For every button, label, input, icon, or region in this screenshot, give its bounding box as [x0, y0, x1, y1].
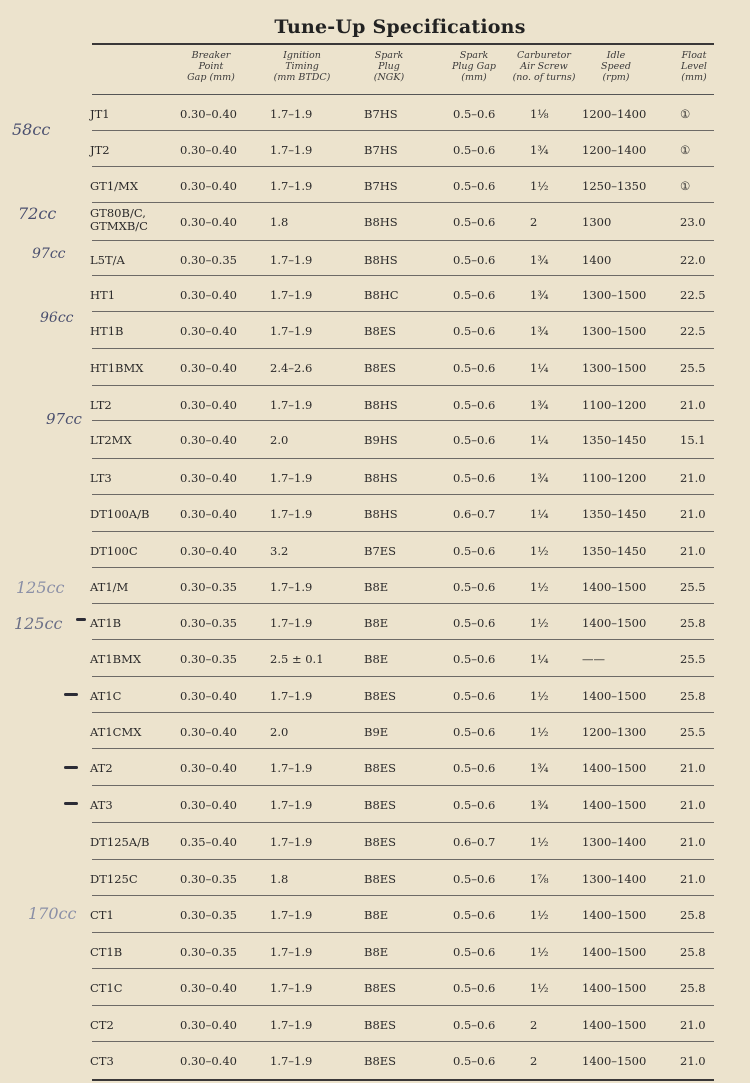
handwritten-note: 58cc — [12, 120, 51, 139]
cell-air: 2 — [530, 1018, 538, 1032]
cell-idle: —— — [582, 652, 605, 666]
cell-spark-gap: 0.5–0.6 — [453, 471, 496, 485]
cell-timing: 1.7–1.9 — [270, 507, 313, 521]
cell-plug: B8ES — [364, 981, 397, 995]
cell-float: ① — [680, 107, 691, 121]
cell-model: AT1B — [90, 616, 122, 630]
cell-air: 1¾ — [530, 143, 549, 157]
cell-gap: 0.30–0.40 — [180, 324, 237, 338]
cell-model: AT2 — [90, 761, 113, 775]
cell-air: 1½ — [530, 981, 549, 995]
cell-model: L5T/A — [90, 253, 125, 267]
header-line: Point — [198, 61, 224, 72]
cell-plug: B7HS — [364, 179, 398, 193]
cell-plug: B8ES — [364, 761, 397, 775]
table-row — [0, 604, 750, 640]
handwritten-note: 96cc — [40, 310, 74, 326]
table-row — [0, 896, 750, 933]
cell-timing: 1.7–1.9 — [270, 908, 313, 922]
cell-timing: 3.2 — [270, 544, 289, 558]
header-line: (no. of turns) — [512, 72, 576, 83]
cell-timing: 2.5 ± 0.1 — [270, 652, 324, 666]
cell-float: 21.0 — [680, 761, 706, 775]
cell-plug: B8ES — [364, 798, 397, 812]
cell-float: 23.0 — [680, 215, 706, 229]
handwritten-dash — [64, 766, 78, 769]
table-row — [0, 1042, 750, 1079]
cell-idle: 1400–1500 — [582, 798, 647, 812]
cell-gap: 0.30–0.40 — [180, 761, 237, 775]
cell-model: DT100A/B — [90, 507, 150, 521]
cell-air: 1½ — [530, 689, 549, 703]
cell-idle: 1200–1400 — [582, 143, 647, 157]
cell-spark-gap: 0.5–0.6 — [453, 725, 496, 739]
cell-plug: B7ES — [364, 544, 397, 558]
table-row — [0, 349, 750, 386]
cell-gap: 0.30–0.40 — [180, 433, 237, 447]
cell-spark-gap: 0.5–0.6 — [453, 143, 496, 157]
cell-plug: B8HC — [364, 288, 399, 302]
cell-timing: 2.4–2.6 — [270, 361, 313, 375]
cell-air: 1½ — [530, 835, 549, 849]
cell-air: 1½ — [530, 908, 549, 922]
cell-gap: 0.30–0.40 — [180, 361, 237, 375]
cell-idle: 1200–1400 — [582, 107, 647, 121]
cell-plug: B8ES — [364, 1054, 397, 1068]
cell-plug: B8HS — [364, 215, 398, 229]
cell-air: 1¾ — [530, 398, 549, 412]
table-row — [0, 203, 750, 241]
cell-idle: 1300–1400 — [582, 835, 647, 849]
header-line: Speed — [601, 61, 631, 72]
cell-plug: B8E — [364, 652, 389, 666]
cell-spark-gap: 0.5–0.6 — [453, 689, 496, 703]
cell-plug: B8ES — [364, 689, 397, 703]
cell-plug: B8HS — [364, 253, 398, 267]
cell-gap: 0.30–0.40 — [180, 107, 237, 121]
cell-plug: B8HS — [364, 398, 398, 412]
cell-gap: 0.30–0.35 — [180, 872, 237, 886]
cell-air: 1½ — [530, 544, 549, 558]
cell-plug: B7HS — [364, 107, 398, 121]
header-line: (NGK) — [373, 72, 405, 83]
table-row — [0, 276, 750, 312]
cell-float: 22.0 — [680, 253, 706, 267]
cell-plug: B9HS — [364, 433, 398, 447]
cell-model: AT3 — [90, 798, 113, 812]
cell-spark-gap: 0.5–0.6 — [453, 398, 496, 412]
cell-timing: 1.7–1.9 — [270, 945, 313, 959]
cell-timing: 1.7–1.9 — [270, 798, 313, 812]
cell-gap: 0.30–0.40 — [180, 981, 237, 995]
cell-plug: B7HS — [364, 143, 398, 157]
header-spark-plug — [358, 50, 420, 83]
cell-float: 25.5 — [680, 580, 706, 594]
cell-model: GT1/MX — [90, 179, 139, 193]
cell-model: CT2 — [90, 1018, 114, 1032]
table-row — [0, 860, 750, 896]
table-row — [0, 1006, 750, 1042]
cell-idle: 1300–1500 — [582, 324, 647, 338]
cell-spark-gap: 0.5–0.6 — [453, 215, 496, 229]
table-row — [0, 532, 750, 568]
cell-gap: 0.30–0.40 — [180, 215, 237, 229]
cell-plug: B8ES — [364, 1018, 397, 1032]
cell-gap: 0.35–0.40 — [180, 835, 237, 849]
cell-model: HT1B — [90, 324, 124, 338]
cell-idle: 1400 — [582, 253, 612, 267]
cell-air: 1¾ — [530, 798, 549, 812]
cell-air: 1½ — [530, 725, 549, 739]
cell-gap: 0.30–0.40 — [180, 507, 237, 521]
cell-timing: 1.7–1.9 — [270, 835, 313, 849]
cell-model: AT1CMX — [90, 725, 142, 739]
cell-timing: 1.7–1.9 — [270, 1018, 313, 1032]
cell-float: 25.8 — [680, 616, 706, 630]
cell-timing: 1.7–1.9 — [270, 288, 313, 302]
cell-timing: 1.7–1.9 — [270, 471, 313, 485]
cell-air: 1½ — [530, 616, 549, 630]
cell-air: 1⅛ — [530, 107, 549, 121]
cell-gap: 0.30–0.35 — [180, 652, 237, 666]
cell-float: 21.0 — [680, 544, 706, 558]
table-row — [0, 95, 750, 131]
cell-spark-gap: 0.5–0.6 — [453, 798, 496, 812]
cell-spark-gap: 0.5–0.6 — [453, 107, 496, 121]
cell-float: ① — [680, 179, 691, 193]
cell-model: AT1/M — [90, 580, 129, 594]
cell-model: LT2 — [90, 398, 112, 412]
cell-idle: 1300–1400 — [582, 872, 647, 886]
cell-float: 21.0 — [680, 471, 706, 485]
table-row — [0, 933, 750, 969]
cell-gap: 0.30–0.35 — [180, 908, 237, 922]
cell-gap: 0.30–0.40 — [180, 471, 237, 485]
cell-air: 1½ — [530, 179, 549, 193]
cell-spark-gap: 0.5–0.6 — [453, 580, 496, 594]
cell-gap: 0.30–0.40 — [180, 398, 237, 412]
cell-air: 2 — [530, 215, 538, 229]
cell-plug: B8E — [364, 908, 389, 922]
table-row — [0, 749, 750, 786]
header-line: Ignition — [283, 50, 321, 61]
handwritten-note: 170cc — [28, 904, 77, 923]
cell-gap: 0.30–0.40 — [180, 1018, 237, 1032]
cell-idle: 1100–1200 — [582, 471, 647, 485]
cell-timing: 1.7–1.9 — [270, 580, 313, 594]
cell-float: 21.0 — [680, 1018, 706, 1032]
header-line: Level — [681, 61, 707, 72]
handwritten-note: 125cc — [14, 614, 63, 633]
header-line: (mm BTDC) — [273, 72, 331, 83]
cell-float: 25.5 — [680, 725, 706, 739]
cell-plug: B8E — [364, 580, 389, 594]
cell-model: DT100C — [90, 544, 138, 558]
handwritten-dash — [76, 618, 86, 621]
cell-idle: 1400–1500 — [582, 580, 647, 594]
handwritten-dash — [64, 693, 78, 696]
table-row — [0, 241, 750, 276]
cell-air: 1¾ — [530, 253, 549, 267]
header-ignition-timing — [262, 50, 342, 83]
cell-idle: 1400–1500 — [582, 908, 647, 922]
header-line: Breaker — [191, 50, 231, 61]
cell-spark-gap: 0.6–0.7 — [453, 835, 496, 849]
cell-float: 25.8 — [680, 981, 706, 995]
cell-timing: 1.7–1.9 — [270, 398, 313, 412]
cell-spark-gap: 0.5–0.6 — [453, 288, 496, 302]
cell-gap: 0.30–0.35 — [180, 616, 237, 630]
cell-spark-gap: 0.5–0.6 — [453, 908, 496, 922]
cell-float: 22.5 — [680, 288, 706, 302]
cell-model: CT1 — [90, 908, 114, 922]
table-row — [0, 823, 750, 860]
cell-float: 25.8 — [680, 908, 706, 922]
cell-idle: 1300–1500 — [582, 288, 647, 302]
cell-idle: 1400–1500 — [582, 945, 647, 959]
cell-spark-gap: 0.5–0.6 — [453, 872, 496, 886]
cell-idle: 1300 — [582, 215, 612, 229]
header-breaker-gap — [172, 50, 250, 83]
handwritten-note: 125cc — [16, 578, 65, 597]
cell-gap: 0.30–0.40 — [180, 288, 237, 302]
cell-gap: 0.30–0.35 — [180, 945, 237, 959]
cell-timing: 2.0 — [270, 725, 289, 739]
page-title: Tune-Up Specifications — [274, 16, 526, 38]
cell-air: 1¾ — [530, 471, 549, 485]
table-row — [0, 713, 750, 749]
handwritten-note: 72cc — [18, 204, 57, 223]
cell-model: HT1 — [90, 288, 116, 302]
header-line: Float — [681, 50, 707, 61]
cell-idle: 1300–1500 — [582, 361, 647, 375]
cell-timing: 1.7–1.9 — [270, 981, 313, 995]
cell-idle: 1250–1350 — [582, 179, 647, 193]
cell-timing: 1.7–1.9 — [270, 616, 313, 630]
cell-air: 1½ — [530, 580, 549, 594]
header-line: (mm) — [461, 72, 487, 83]
cell-model: JT2 — [90, 143, 110, 157]
cell-spark-gap: 0.5–0.6 — [453, 652, 496, 666]
cell-timing: 1.7–1.9 — [270, 179, 313, 193]
cell-gap: 0.30–0.40 — [180, 544, 237, 558]
cell-float: 25.5 — [680, 652, 706, 666]
header-line: Timing — [285, 61, 319, 72]
cell-model: CT3 — [90, 1054, 114, 1068]
cell-model: DT125C — [90, 872, 138, 886]
cell-spark-gap: 0.5–0.6 — [453, 544, 496, 558]
cell-plug: B8E — [364, 616, 389, 630]
header-line: Plug — [378, 61, 400, 72]
cell-gap: 0.30–0.40 — [180, 689, 237, 703]
cell-idle: 1400–1500 — [582, 689, 647, 703]
table-row — [0, 167, 750, 203]
cell-model: DT125A/B — [90, 835, 150, 849]
table-row — [0, 969, 750, 1006]
cell-idle: 1200–1300 — [582, 725, 647, 739]
cell-spark-gap: 0.5–0.6 — [453, 1054, 496, 1068]
cell-idle: 1400–1500 — [582, 616, 647, 630]
cell-float: 21.0 — [680, 835, 706, 849]
cell-float: 21.0 — [680, 1054, 706, 1068]
cell-float: ① — [680, 143, 691, 157]
cell-spark-gap: 0.5–0.6 — [453, 616, 496, 630]
cell-float: 25.8 — [680, 689, 706, 703]
cell-plug: B8HS — [364, 471, 398, 485]
cell-plug: B8E — [364, 945, 389, 959]
table-row — [0, 495, 750, 532]
cell-gap: 0.30–0.40 — [180, 1054, 237, 1068]
cell-spark-gap: 0.5–0.6 — [453, 761, 496, 775]
cell-timing: 1.8 — [270, 872, 289, 886]
cell-idle: 1350–1450 — [582, 433, 647, 447]
table-row — [0, 459, 750, 495]
cell-timing: 1.7–1.9 — [270, 253, 313, 267]
cell-spark-gap: 0.5–0.6 — [453, 324, 496, 338]
cell-model: HT1BMX — [90, 361, 144, 375]
header-line: Plug Gap — [452, 61, 496, 72]
cell-spark-gap: 0.5–0.6 — [453, 253, 496, 267]
cell-idle: 1350–1450 — [582, 544, 647, 558]
cell-air: 1¾ — [530, 761, 549, 775]
handwritten-dash — [64, 802, 78, 805]
cell-idle: 1100–1200 — [582, 398, 647, 412]
header-idle-speed — [586, 50, 646, 83]
cell-model: AT1C — [90, 689, 122, 703]
cell-timing: 1.7–1.9 — [270, 107, 313, 121]
cell-air: 1¼ — [530, 361, 549, 375]
cell-plug: B8ES — [364, 324, 397, 338]
handwritten-note: 97cc — [46, 410, 82, 428]
cell-model: LT3 — [90, 471, 112, 485]
table-row — [0, 131, 750, 167]
cell-model: GT80B/C, GTMXB/C — [90, 206, 148, 233]
table-row — [0, 421, 750, 459]
cell-plug: B8ES — [364, 835, 397, 849]
cell-float: 21.0 — [680, 798, 706, 812]
cell-timing: 1.8 — [270, 215, 289, 229]
cell-model: JT1 — [90, 107, 110, 121]
header-line: Spark — [459, 50, 489, 61]
cell-plug: B8ES — [364, 361, 397, 375]
header-line: Gap (mm) — [187, 72, 235, 83]
cell-float: 22.5 — [680, 324, 706, 338]
cell-idle: 1400–1500 — [582, 981, 647, 995]
header-line: Spark — [374, 50, 404, 61]
header-line: (rpm) — [602, 72, 630, 83]
table-row — [0, 568, 750, 604]
cell-gap: 0.30–0.40 — [180, 798, 237, 812]
cell-float: 21.0 — [680, 872, 706, 886]
cell-float: 21.0 — [680, 398, 706, 412]
header-line: Idle — [606, 50, 626, 61]
cell-gap: 0.30–0.40 — [180, 725, 237, 739]
cell-idle: 1400–1500 — [582, 1054, 647, 1068]
cell-float: 25.8 — [680, 945, 706, 959]
cell-model: CT1C — [90, 981, 123, 995]
cell-idle: 1400–1500 — [582, 1018, 647, 1032]
cell-spark-gap: 0.5–0.6 — [453, 433, 496, 447]
table-row — [0, 677, 750, 713]
table-row — [0, 640, 750, 677]
cell-gap: 0.30–0.35 — [180, 580, 237, 594]
cell-plug: B8ES — [364, 872, 397, 886]
cell-gap: 0.30–0.40 — [180, 179, 237, 193]
table-row — [0, 786, 750, 823]
cell-spark-gap: 0.5–0.6 — [453, 361, 496, 375]
cell-air: 1⅞ — [530, 872, 549, 886]
cell-model: AT1BMX — [90, 652, 142, 666]
cell-spark-gap: 0.5–0.6 — [453, 179, 496, 193]
header-carb-air-screw — [504, 50, 584, 83]
cell-timing: 1.7–1.9 — [270, 324, 313, 338]
cell-timing: 1.7–1.9 — [270, 761, 313, 775]
top-rule — [92, 43, 714, 45]
cell-model: CT1B — [90, 945, 123, 959]
cell-timing: 1.7–1.9 — [270, 1054, 313, 1068]
cell-spark-gap: 0.5–0.6 — [453, 1018, 496, 1032]
cell-idle: 1400–1500 — [582, 761, 647, 775]
bottom-rule — [92, 1079, 714, 1081]
cell-float: 25.5 — [680, 361, 706, 375]
cell-spark-gap: 0.5–0.6 — [453, 981, 496, 995]
table-row — [0, 386, 750, 421]
cell-air: 2 — [530, 1054, 538, 1068]
cell-idle: 1350–1450 — [582, 507, 647, 521]
cell-spark-gap: 0.5–0.6 — [453, 945, 496, 959]
cell-timing: 1.7–1.9 — [270, 143, 313, 157]
cell-air: 1¼ — [530, 433, 549, 447]
cell-timing: 1.7–1.9 — [270, 689, 313, 703]
cell-spark-gap: 0.6–0.7 — [453, 507, 496, 521]
cell-model: LT2MX — [90, 433, 132, 447]
cell-air: 1¾ — [530, 324, 549, 338]
header-float-level — [672, 50, 716, 83]
header-line: Air Screw — [520, 61, 568, 72]
cell-float: 15.1 — [680, 433, 706, 447]
cell-air: 1¼ — [530, 652, 549, 666]
cell-gap: 0.30–0.40 — [180, 143, 237, 157]
header-line: Carburetor — [517, 50, 571, 61]
header-line: (mm) — [681, 72, 707, 83]
cell-timing: 2.0 — [270, 433, 289, 447]
handwritten-note: 97cc — [32, 246, 66, 262]
cell-air: 1½ — [530, 945, 549, 959]
header-spark-plug-gap — [444, 50, 504, 83]
table-row — [0, 312, 750, 349]
cell-air: 1¼ — [530, 507, 549, 521]
cell-air: 1¾ — [530, 288, 549, 302]
cell-plug: B8HS — [364, 507, 398, 521]
cell-gap: 0.30–0.35 — [180, 253, 237, 267]
cell-plug: B9E — [364, 725, 389, 739]
cell-float: 21.0 — [680, 507, 706, 521]
